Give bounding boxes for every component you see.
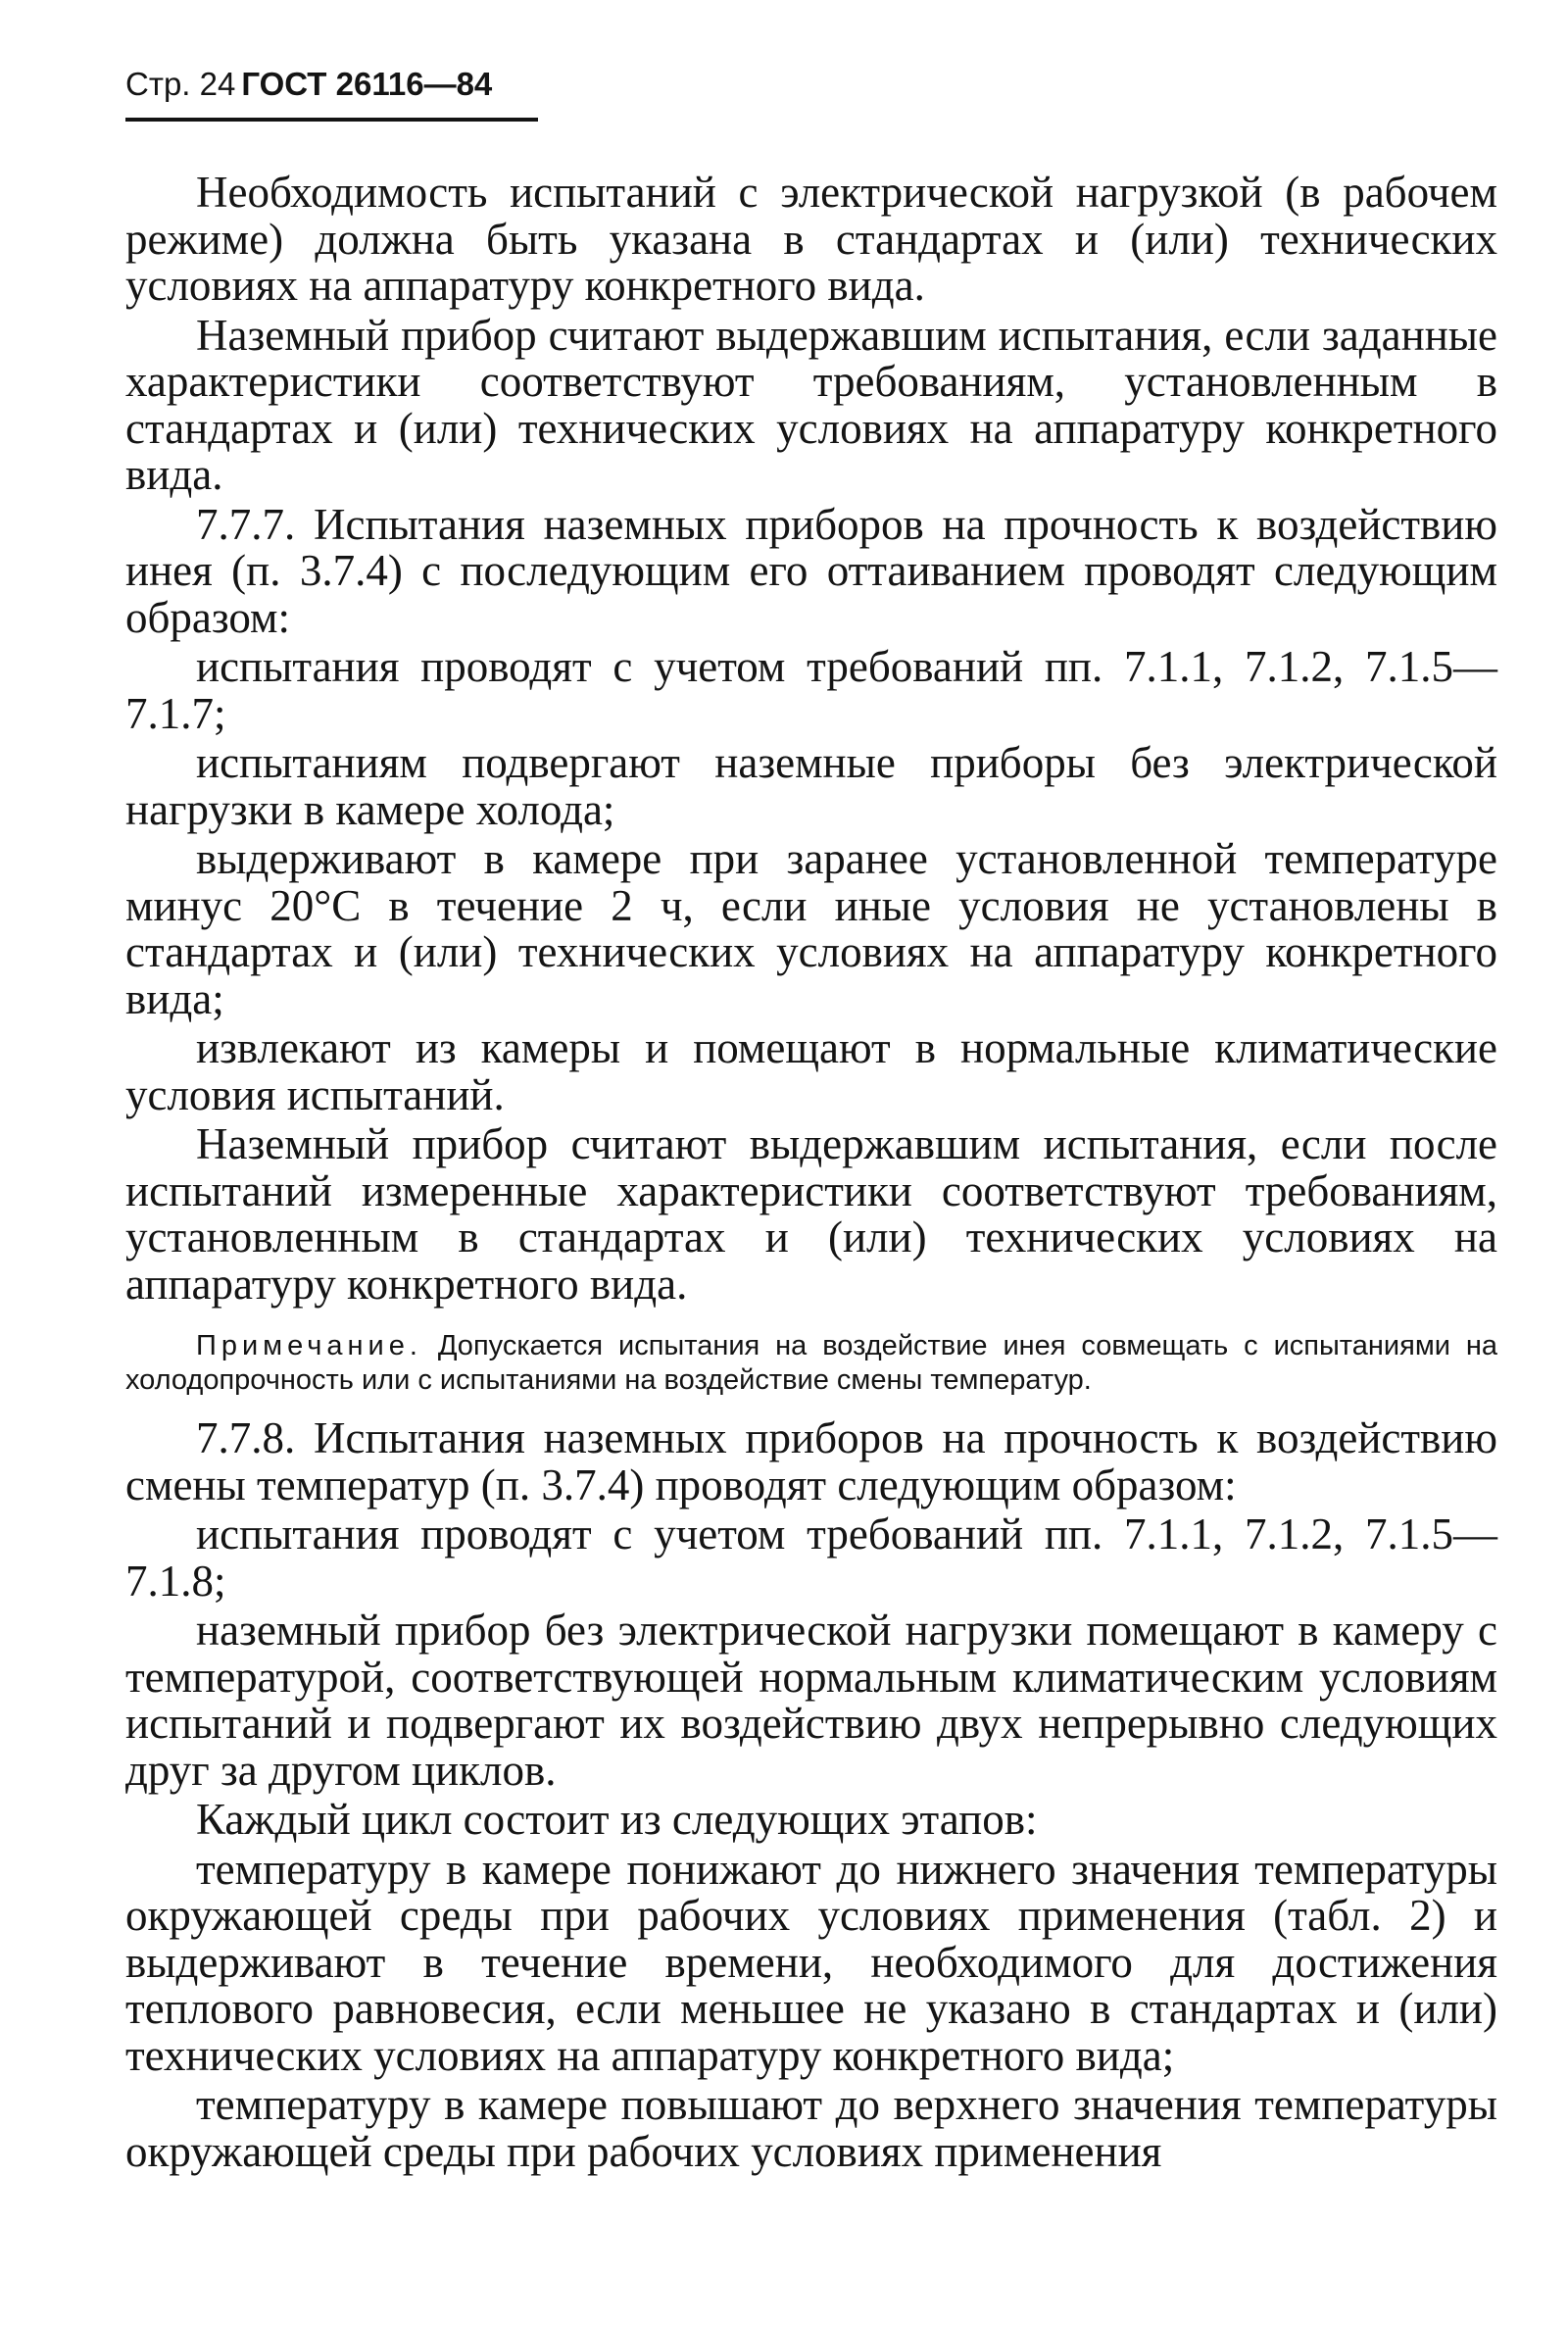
paragraph: испытаниям подвергают наземные приборы без электрической нагрузки в камере холода; — [125, 738, 1497, 834]
paragraph-clause-7-7-7: 7.7.7. Испытания наземных приборов на прочность к воздействию инея (п. 3.7.4) с последующим его оттаиванием проводят следующим образом: — [125, 499, 1497, 642]
note — [125, 1329, 1497, 1398]
paragraph: температуру в камере повышают до верхнего значения температуры окружающей среды при рабочих условиях применения — [125, 2080, 1497, 2176]
paragraph: испытания проводят с учетом требований пп. 7.1.1, 7.1.2, 7.1.5—7.1.8; — [125, 1509, 1497, 1606]
paragraph-clause-7-7-8: 7.7.8. Испытания наземных приборов на прочность к воздействию смены температур (п. 3.7.4) проводят следующим образом: — [125, 1413, 1497, 1509]
paragraph: Каждый цикл состоит из следующих этапов: — [196, 1795, 1038, 1844]
paragraph: наземный прибор без электрической нагрузки помещают в камеру с температурой, соответствующей нормальным климатическим условиям испытаний и подвергают их воздействию двух непрерывно следующих друг за другом циклов. — [125, 1606, 1497, 1795]
page-header — [125, 65, 492, 104]
note-label: Примечание. — [196, 1330, 422, 1361]
note-text: Допускается испытания на воздействие инея совмещать с испытаниями на холодопрочность или с испытаниями на воздействие смены температур. — [125, 1330, 1498, 1396]
paragraph: извлекают из камеры и помещают в нормальные климатические условия испытаний. — [125, 1023, 1497, 1119]
paragraph: температуру в камере понижают до нижнего значения температуры окружающей среды при рабочих условиях применения (табл. 2) и выдерживают в течение времени, необходимого для достижения теплового равновесия, если меньшее не указано в стандартах и (или) технических условиях на аппаратуру конкретного вида; — [125, 1844, 1497, 2080]
header-rule — [125, 118, 538, 122]
gost-number: ГОСТ 26116—84 — [241, 66, 493, 102]
page-number: Стр. 24 — [125, 66, 236, 102]
paragraph: выдерживают в камере при заранее установленной температуре минус 20°С в течение 2 ч, если иные условия не установлены в стандартах и (или) технических условиях на аппаратуру конкретного вида; — [125, 834, 1497, 1023]
paragraph: Наземный прибор считают выдержавшим испытания, если заданные характеристики соответствуют требованиям, установленным в стандартах и (или) технических условиях на аппаратуру конкретного вида. — [125, 310, 1497, 499]
document-body — [125, 170, 1497, 2175]
paragraph: Необходимость испытаний с электрической нагрузкой (в рабочем режиме) должна быть указана в стандартах и (или) технических условиях на аппаратуру конкретного вида. — [125, 168, 1497, 310]
paragraph: испытания проводят с учетом требований пп. 7.1.1, 7.1.2, 7.1.5—7.1.7; — [125, 642, 1497, 738]
paragraph: Наземный прибор считают выдержавшим испытания, если после испытаний измеренные характеристики соответствуют требованиям, установленным в стандартах и (или) технических условиях на аппаратуру конкретного вида. — [125, 1119, 1497, 1309]
